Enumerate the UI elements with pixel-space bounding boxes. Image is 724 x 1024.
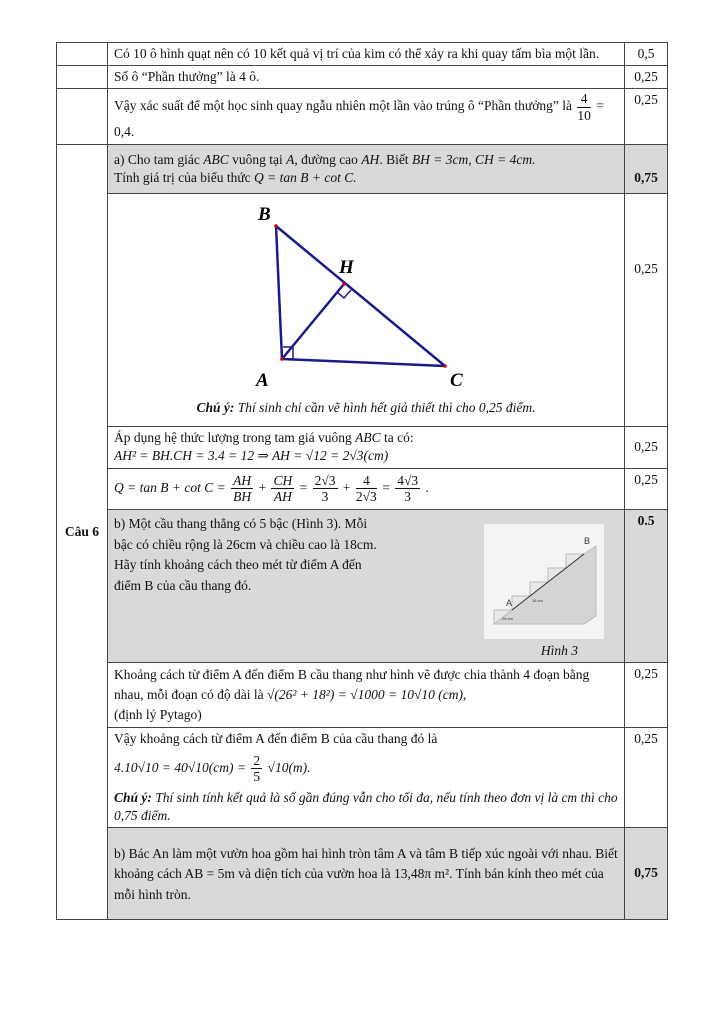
- left-cell: [57, 89, 108, 144]
- fraction: [577, 91, 591, 123]
- operator: =: [299, 479, 308, 495]
- fraction: [313, 473, 338, 505]
- formula: AH² = BH.CH = 3.4 = 12 ⇒ AH = √12 = 2√3(cm): [114, 448, 389, 464]
- left-cell: [57, 66, 108, 89]
- text: Áp dụng hệ thức lượng trong tam giá vuông: [114, 430, 356, 446]
- frac-den: 3: [404, 489, 412, 505]
- text: . Biết: [379, 151, 412, 167]
- stairs-label-height: 18 cm: [532, 597, 543, 603]
- text: Vậy khoảng cách từ điểm A đến điểm B của cầu thang đó là: [114, 731, 438, 747]
- part-a-points: 0,75: [625, 144, 668, 193]
- stairs-label-b: B: [584, 535, 591, 546]
- formula: √10(m).: [267, 759, 311, 775]
- frac-den: AH: [273, 489, 292, 505]
- stairs-label-width: 26 cm: [502, 615, 513, 621]
- row3-text: [108, 89, 625, 144]
- frac-num: 4: [356, 473, 377, 490]
- row2-text: Số ô “Phần thưởng” là 4 ô.: [108, 66, 625, 89]
- operator: +: [258, 479, 267, 495]
- table-row: [57, 828, 668, 920]
- text: , đường cao: [294, 151, 362, 167]
- fraction: [356, 473, 377, 505]
- frac-num: 2: [253, 752, 261, 768]
- dist2-cell: [108, 728, 625, 828]
- segment-bc: [276, 226, 445, 366]
- point-c: [443, 364, 447, 368]
- table-row: [57, 66, 668, 89]
- operator: .: [425, 479, 429, 495]
- math: AH: [361, 151, 380, 167]
- formula: 4.10√10 = 40√10(cm) =: [114, 759, 247, 775]
- table-row: [57, 509, 668, 662]
- figure-caption: Hình 3: [540, 642, 578, 658]
- dist2-points: 0,25: [625, 728, 668, 828]
- note-label: Chú ý:: [196, 400, 235, 416]
- fraction: [271, 473, 294, 505]
- answer-table: [56, 42, 668, 920]
- part-b-points: 0.5: [625, 509, 668, 662]
- note-label: Chú ý:: [114, 789, 152, 805]
- q-calc-cell: [108, 468, 625, 509]
- part-a-statement: [108, 144, 625, 193]
- frac-num: AH: [233, 472, 252, 488]
- part-b-wrap: [114, 514, 618, 658]
- frac-num: 2√3: [314, 472, 336, 488]
- frac-den: 3: [321, 489, 329, 505]
- figure-cell: [108, 194, 625, 427]
- point-b: [274, 224, 278, 228]
- row3-text-a: Vậy xác suất để một học sinh quay ngẫu nhiên một lần vào trúng ô “Phần thưởng” là: [114, 98, 572, 114]
- stairs-label-a: A: [506, 597, 513, 608]
- triangle-figure: [108, 194, 618, 399]
- text: Tính giá trị của biểu thức: [114, 169, 255, 185]
- operator: =: [382, 479, 390, 495]
- frac-num: CH: [273, 472, 293, 488]
- row3-text-b: = 0,4.: [114, 98, 604, 140]
- dist2-note: [114, 789, 618, 825]
- table-row: [57, 194, 668, 427]
- table-row: [57, 427, 668, 468]
- text: vuông tại: [228, 151, 287, 167]
- note-text: Thí sinh chỉ cần vẽ hình hết giả thiết thì cho 0,25 điểm.: [234, 400, 536, 416]
- figure-note: [108, 399, 624, 417]
- part-b-cell: [108, 509, 625, 662]
- part-b2-points: 0,75: [625, 828, 668, 920]
- apply-points: 0,25: [625, 427, 668, 468]
- part-b-text: b) Một cầu thang thẳng có 5 bậc (Hình 3). Mỗi bậc có chiều rộng là 26cm và chiều cao là 18cm. Hãy tính khoảng cách theo mét từ điểm A đến điểm B của cầu thang đó.: [114, 515, 377, 594]
- label-a: A: [256, 370, 269, 392]
- formula-line: [114, 753, 618, 785]
- text: ta có:: [380, 430, 414, 446]
- math: ABC: [355, 430, 381, 446]
- frac-num: 4: [577, 91, 591, 108]
- label-c: C: [450, 370, 463, 392]
- fraction: [395, 473, 420, 505]
- point-a: [280, 357, 284, 361]
- frac-den: 2√3: [355, 489, 377, 505]
- apply-cell: [108, 427, 625, 468]
- stairs-image: [484, 524, 604, 639]
- table-row: [57, 89, 668, 144]
- table-row: [57, 662, 668, 728]
- dist-cell: [108, 662, 625, 728]
- frac-den: 10: [577, 107, 591, 123]
- q-lhs: Q = tan B + cot C =: [114, 479, 226, 495]
- math: BH = 3cm, CH = 4cm.: [411, 151, 536, 167]
- part-b2-cell: b) Bác An làm một vườn hoa gồm hai hình tròn tâm A và tâm B tiếp xúc ngoài với nhau. Biết khoảng cách AB = 5m và diện tích của vườn hoa là 13,48π m². Tính bán kính theo mét của mỗi hình tròn.: [108, 828, 625, 920]
- table-row: [57, 728, 668, 828]
- frac-num: 4√3: [397, 472, 419, 488]
- fraction: [231, 473, 253, 505]
- question-label: Câu 6: [57, 144, 108, 919]
- label-b: B: [258, 204, 271, 226]
- fraction: [251, 753, 262, 785]
- math: ABC: [203, 151, 229, 167]
- figure-points: 0,25: [625, 194, 668, 427]
- frac-den: BH: [233, 489, 252, 505]
- row1-points: 0,5: [625, 43, 668, 66]
- math: A: [286, 151, 295, 167]
- table-row: [57, 43, 668, 66]
- table-row: [57, 468, 668, 509]
- formula: √(26² + 18²) = √1000 = 10√10 (cm),: [266, 686, 467, 702]
- row2-points: 0,25: [625, 66, 668, 89]
- math: Q = tan B + cot C.: [254, 169, 357, 185]
- row1-text: Có 10 ô hình quạt nên có 10 kết quả vị trí của kim có thể xảy ra khi quay tấm bìa một lần.: [108, 43, 625, 66]
- left-cell: [57, 43, 108, 66]
- operator: +: [342, 479, 351, 495]
- q-calc-points: 0,25: [625, 468, 668, 509]
- label-h: H: [339, 257, 354, 279]
- text: a) Cho tam giác: [114, 151, 204, 167]
- point-h: [342, 282, 346, 286]
- table-row: [57, 144, 668, 193]
- note-text: Thí sinh tính kết quả là số gần đúng vẫn cho tối đa, nếu tính theo đơn vị là cm thì cho 0,75 điểm.: [114, 789, 618, 823]
- segment-ab: [276, 226, 282, 359]
- frac-den: 5: [253, 769, 261, 785]
- segment-ac: [282, 359, 445, 366]
- dist-points: 0,25: [625, 662, 668, 728]
- text: Khoảng cách từ điểm A đến điểm B cầu thang như hình vẽ được chia thành 4 đoạn bằng nhau, mỗi đoạn có độ dài là: [114, 666, 590, 702]
- row3-points: 0,25: [625, 89, 668, 144]
- text: (định lý Pytago): [114, 707, 202, 723]
